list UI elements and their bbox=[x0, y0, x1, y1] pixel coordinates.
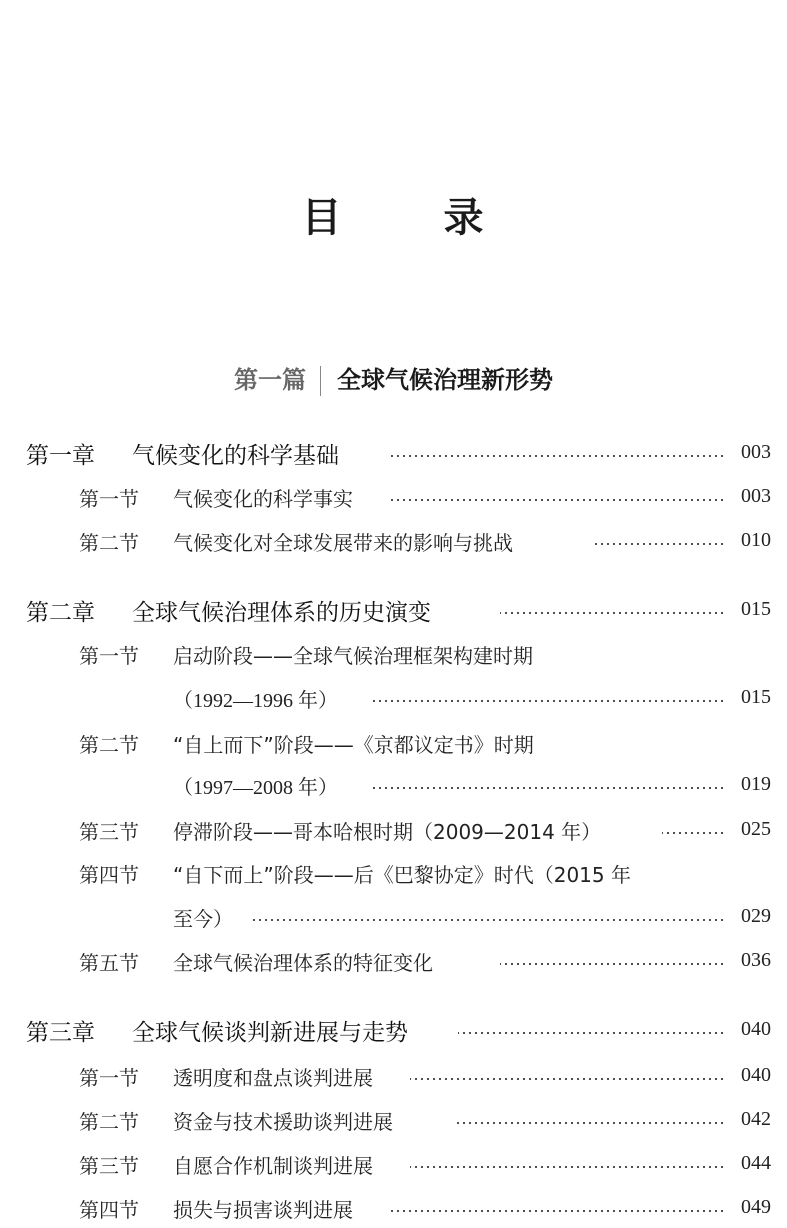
page-number: 044 bbox=[741, 1152, 771, 1174]
dot-leader bbox=[594, 543, 725, 545]
section-title: “自上而下”阶段——《京都议定书》时期 bbox=[173, 733, 534, 757]
page-number: 003 bbox=[741, 441, 771, 463]
dot-leader bbox=[388, 499, 725, 501]
section-title: 全球气候治理体系的特征变化 bbox=[173, 951, 433, 975]
section-number: 第五节 bbox=[79, 951, 139, 975]
section-title: “自下而上”阶段——后《巴黎协定》时代（2015 年 bbox=[173, 863, 631, 887]
section-title: 资金与技术援助谈判进展 bbox=[173, 1110, 393, 1134]
section-row[interactable] bbox=[0, 945, 787, 975]
section-continuation-row[interactable] bbox=[0, 682, 787, 712]
page-number: 025 bbox=[741, 818, 771, 840]
page-number: 042 bbox=[741, 1108, 771, 1130]
dot-leader bbox=[662, 832, 725, 834]
section-continuation-row[interactable] bbox=[0, 901, 787, 931]
page-number: 015 bbox=[741, 686, 771, 708]
section-title-continued: （1992—1996 年） bbox=[173, 690, 338, 712]
dot-leader bbox=[456, 1122, 725, 1124]
page-number: 029 bbox=[741, 905, 771, 927]
dot-leader bbox=[500, 963, 725, 965]
page-number: 040 bbox=[741, 1064, 771, 1086]
chapter-title: 全球气候谈判新进展与走势 bbox=[132, 1020, 408, 1046]
section-row[interactable] bbox=[0, 638, 787, 668]
chapter-row[interactable] bbox=[0, 437, 787, 467]
section-title: 启动阶段——全球气候治理框架构建时期 bbox=[173, 644, 533, 668]
section-number: 第二节 bbox=[79, 1110, 139, 1134]
section-title: 自愿合作机制谈判进展 bbox=[173, 1154, 373, 1178]
dot-leader bbox=[410, 1078, 725, 1080]
chapter-number: 第二章 bbox=[26, 600, 95, 626]
chapter-number: 第一章 bbox=[26, 443, 95, 469]
part-label: 第一篇 bbox=[234, 366, 306, 394]
section-title: 损失与损害谈判进展 bbox=[173, 1198, 353, 1222]
section-number: 第三节 bbox=[79, 820, 139, 844]
page-number: 010 bbox=[741, 529, 771, 551]
chapter-row[interactable] bbox=[0, 594, 787, 624]
page-number: 003 bbox=[741, 485, 771, 507]
section-number: 第一节 bbox=[79, 487, 139, 511]
section-number: 第二节 bbox=[79, 531, 139, 555]
section-number: 第四节 bbox=[79, 1198, 139, 1222]
chapter-number: 第三章 bbox=[26, 1020, 95, 1046]
section-number: 第四节 bbox=[79, 863, 139, 887]
section-title: 停滞阶段——哥本哈根时期（2009—2014 年） bbox=[173, 820, 602, 844]
section-number: 第一节 bbox=[79, 1066, 139, 1090]
part-heading bbox=[0, 360, 787, 396]
page-number: 049 bbox=[741, 1196, 771, 1218]
dot-leader bbox=[388, 1210, 725, 1212]
section-row[interactable] bbox=[0, 1060, 787, 1090]
section-title-continued: 至今） bbox=[173, 907, 233, 931]
section-row[interactable] bbox=[0, 1104, 787, 1134]
dot-leader bbox=[370, 787, 725, 789]
section-title-continued: （1997—2008 年） bbox=[173, 777, 338, 799]
page-number: 019 bbox=[741, 773, 771, 795]
chapter-row[interactable] bbox=[0, 1014, 787, 1044]
page-number: 040 bbox=[741, 1018, 771, 1040]
dot-leader bbox=[500, 612, 725, 614]
toc-title bbox=[0, 186, 787, 243]
section-title: 透明度和盘点谈判进展 bbox=[173, 1066, 373, 1090]
part-title: 全球气候治理新形势 bbox=[337, 366, 553, 394]
dot-leader bbox=[252, 919, 725, 921]
section-title: 气候变化对全球发展带来的影响与挑战 bbox=[173, 531, 513, 555]
section-number: 第三节 bbox=[79, 1154, 139, 1178]
section-number: 第一节 bbox=[79, 644, 139, 668]
dot-leader bbox=[410, 1166, 725, 1168]
chapter-title: 全球气候治理体系的历史演变 bbox=[132, 600, 431, 626]
toc-title-char-2: 录 bbox=[443, 194, 486, 241]
page-number: 036 bbox=[741, 949, 771, 971]
section-row[interactable] bbox=[0, 814, 787, 844]
section-row[interactable] bbox=[0, 857, 787, 887]
dot-leader bbox=[388, 455, 725, 457]
section-row[interactable] bbox=[0, 481, 787, 511]
section-continuation-row[interactable] bbox=[0, 769, 787, 799]
page-number: 015 bbox=[741, 598, 771, 620]
dot-leader bbox=[458, 1032, 725, 1034]
toc-title-char-1: 目 bbox=[301, 194, 344, 241]
chapter-title: 气候变化的科学基础 bbox=[132, 443, 339, 469]
section-number: 第二节 bbox=[79, 733, 139, 757]
section-row[interactable] bbox=[0, 1192, 787, 1222]
section-row[interactable] bbox=[0, 1148, 787, 1178]
section-row[interactable] bbox=[0, 525, 787, 555]
dot-leader bbox=[370, 700, 725, 702]
part-divider bbox=[320, 366, 321, 396]
section-row[interactable] bbox=[0, 727, 787, 757]
section-title: 气候变化的科学事实 bbox=[173, 487, 353, 511]
